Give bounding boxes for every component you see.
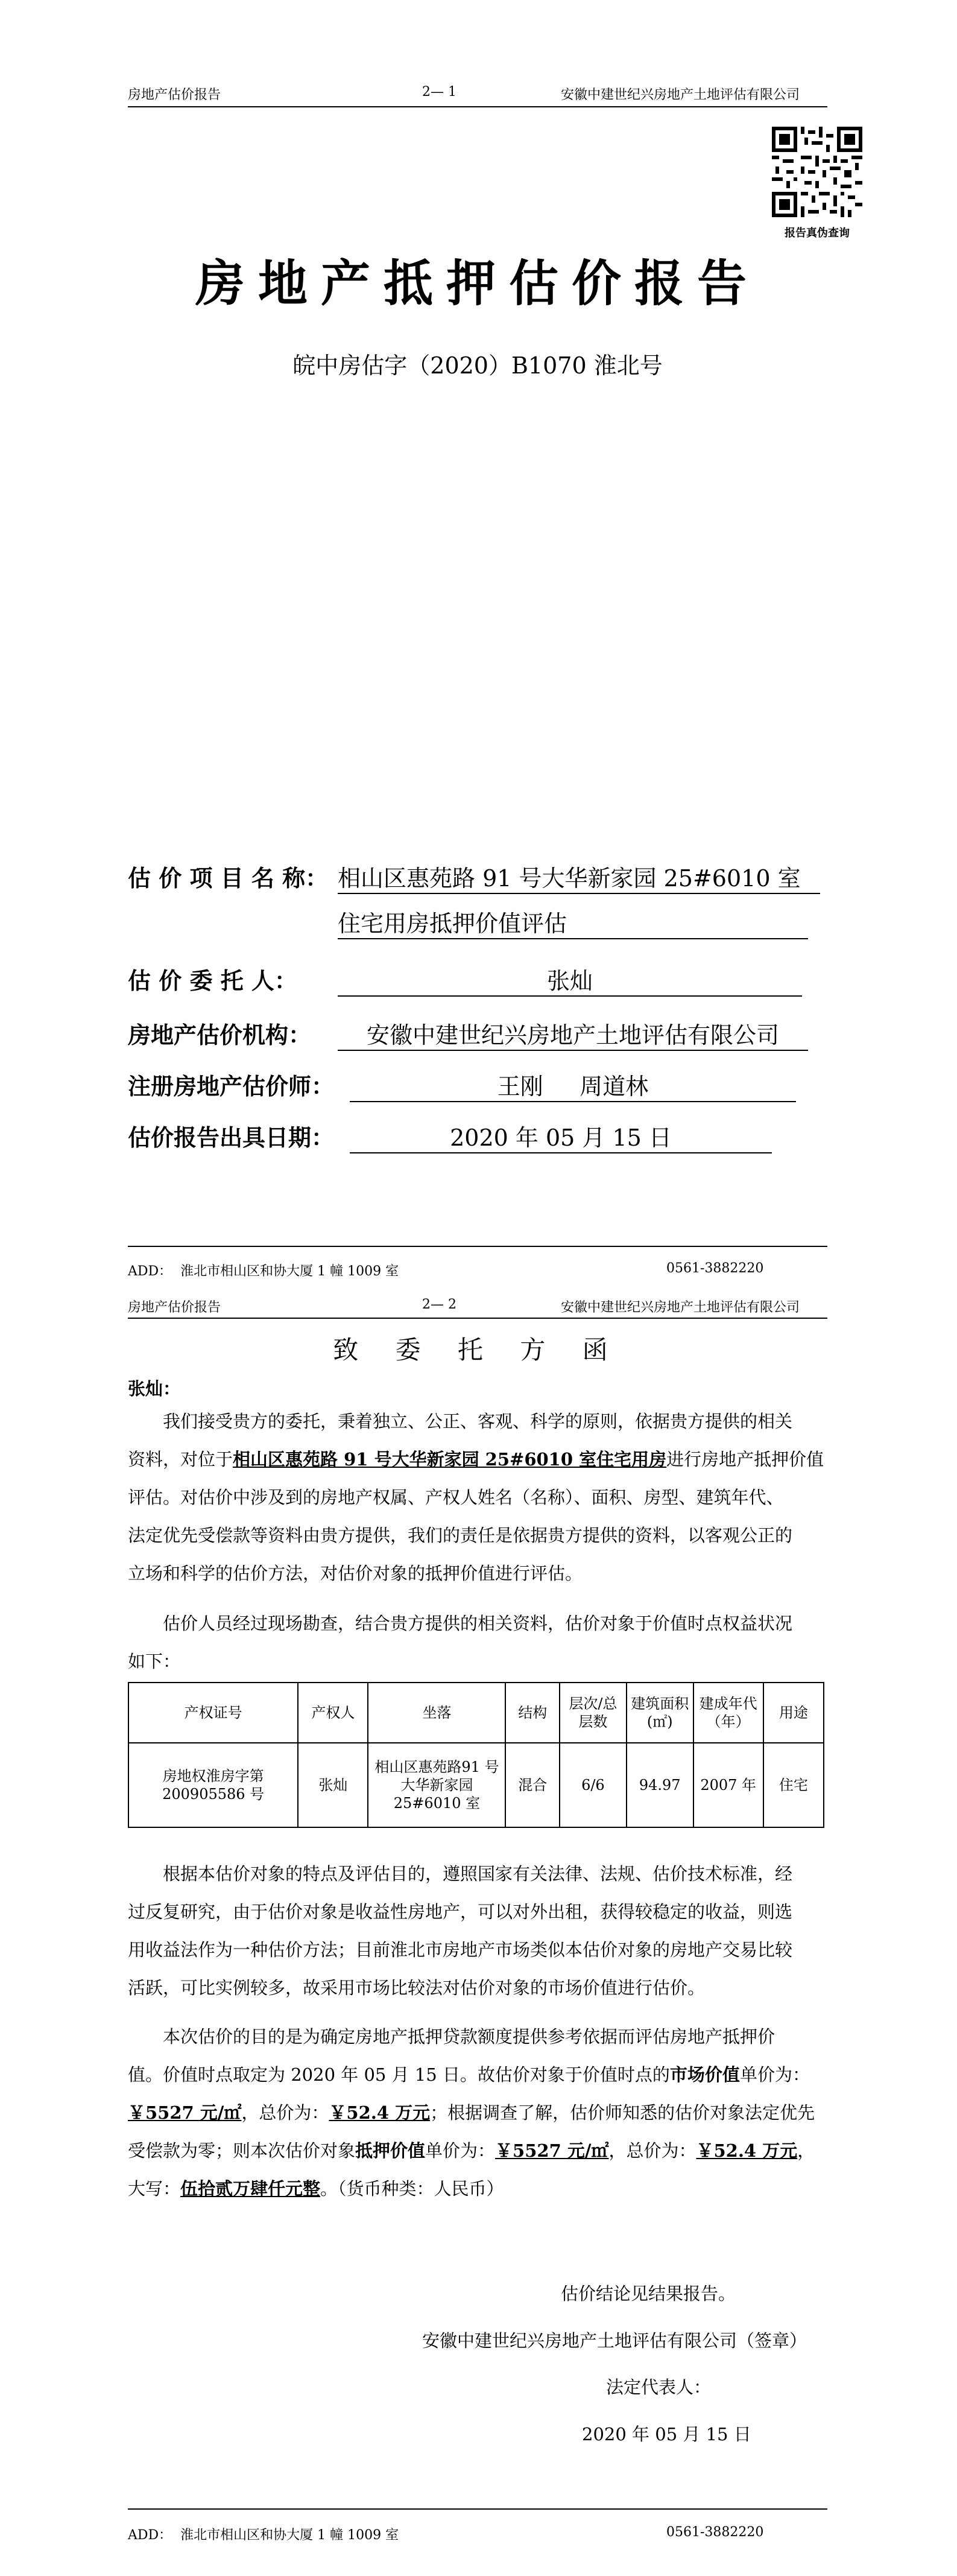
field-label-date: 估价报告出具日期： [128, 1124, 335, 1151]
table-cell: 混合 [505, 1743, 560, 1827]
paragraph-line: 用收益法作为一种估价方法；目前淮北市房地产市场类似本估价对象的房地产交易比较 [128, 1940, 793, 1960]
table-header: 结构 [505, 1683, 560, 1743]
property-table [128, 1682, 824, 1828]
table-header: 建成年代（年） [693, 1683, 763, 1743]
qr-code-icon[interactable] [772, 127, 862, 217]
field-value-project-line2: 住宅用房抵押价值评估 [338, 905, 808, 939]
text: 。（货币种类：人民币） [320, 2178, 504, 2199]
table-header: 坐落 [368, 1683, 505, 1743]
paragraph-line [128, 2094, 826, 2132]
paragraph-line: 评估。对估价中涉及到的房地产权属、产权人姓名（名称）、面积、房型、建筑年代、 [128, 1487, 784, 1508]
text: 单价为： [425, 2140, 496, 2161]
header-company: 安徽中建世纪兴房地产土地评估有限公司 [561, 87, 800, 103]
table-header: 产权人 [298, 1683, 368, 1743]
paragraph-line: 我们接受贵方的委托，秉着独立、公正、客观、科学的原则，依据贵方提供的相关 [163, 1411, 793, 1432]
mortgage-value-label: 抵押价值 [355, 2140, 426, 2161]
market-total-price: ￥52.4 万元 [329, 2102, 431, 2123]
table-header-row [128, 1683, 824, 1743]
paragraph-line: 估价人员经过现场勘查，结合贵方提供的相关资料，估价对象于价值时点权益状况 [163, 1613, 793, 1634]
footer-phone: 0561-3882220 [666, 2525, 764, 2540]
paragraph-line: 如下： [128, 1651, 181, 1672]
header-left: 房地产估价报告 [128, 1300, 221, 1315]
text: ；根据调查了解，估价师知悉的估价对象法定优先 [430, 2102, 815, 2123]
paragraph-line [128, 2170, 826, 2208]
property-address: 相山区惠苑路 91 号大华新家园 25#6010 室住宅用房 [233, 1449, 667, 1470]
field-label-appraisers: 注册房地产估价师： [128, 1073, 335, 1100]
table-header: 建筑面积(㎡) [627, 1683, 693, 1743]
report-title: 房地产抵押估价报告 [195, 255, 760, 312]
field-value-client: 张灿 [338, 962, 802, 997]
paragraph-line [128, 2132, 826, 2170]
text: ，总价为： [608, 2140, 696, 2161]
table-row [128, 1743, 824, 1827]
closing-date: 2020 年 05 月 15 日 [582, 2424, 751, 2444]
table-cell: 94.97 [627, 1743, 693, 1827]
header-rule [128, 1318, 827, 1319]
closing-company-seal: 安徽中建世纪兴房地产土地评估有限公司（签章） [422, 2330, 807, 2351]
amount-in-words: 伍拾贰万肆仟元整 [180, 2178, 321, 2199]
salutation: 张灿： [128, 1378, 181, 1399]
table-cell: 2007 年 [693, 1743, 763, 1827]
text: ，总价为： [241, 2102, 329, 2123]
header-page-number: 2— 2 [422, 1297, 456, 1312]
field-label-project: 估 价 项 目 名 称： [128, 864, 329, 892]
text: 资料，对位于 [128, 1449, 233, 1470]
table-cell: 相山区惠苑路91 号大华新家园 25#6010 室 [368, 1743, 505, 1827]
table-cell: 6/6 [560, 1743, 627, 1827]
letter-title: 致 委 托 方 函 [333, 1335, 622, 1365]
report-number: 皖中房估字（2020）B1070 淮北号 [292, 352, 663, 379]
mortgage-total-price: ￥52.4 万元 [696, 2140, 798, 2161]
mortgage-unit-price: ￥5527 元/㎡ [495, 2140, 609, 2161]
field-value-project: 相山区惠苑路 91 号大华新家园 25#6010 室 [338, 860, 820, 894]
footer-rule [128, 2508, 827, 2510]
market-unit-price: ￥5527 元/㎡ [128, 2102, 242, 2123]
paragraph-line: 立场和科学的估价方法，对估价对象的抵押价值进行评估。 [128, 1563, 583, 1584]
text: ， [797, 2140, 815, 2161]
text: 值。价值时点取定为 2020 年 05 月 15 日。故估价对象于价值时点的 [128, 2064, 670, 2085]
paragraph-line [128, 2056, 826, 2094]
field-value-agency: 安徽中建世纪兴房地产土地评估有限公司 [338, 1017, 808, 1051]
paragraph-line: 根据本估价对象的特点及评估目的，遵照国家有关法律、法规、估价技术标准，经 [163, 1864, 793, 1884]
header-company: 安徽中建世纪兴房地产土地评估有限公司 [561, 1300, 800, 1315]
header-left: 房地产估价报告 [128, 87, 221, 103]
field-label-client: 估 价 委 托 人： [128, 967, 297, 994]
footer-phone: 0561-3882220 [666, 1261, 764, 1276]
table-cell: 住宅 [763, 1743, 824, 1827]
qr-caption: 报告真伪查询 [785, 227, 850, 240]
paragraph-line: 活跃，可比实例较多，故采用市场比较法对估价对象的市场价值进行估价。 [128, 1978, 706, 1998]
field-label-agency: 房地产估价机构： [128, 1021, 312, 1048]
footer-rule [128, 1246, 827, 1247]
paragraph-line [128, 1441, 826, 1479]
header-rule [128, 106, 827, 107]
text: 单价为： [739, 2064, 810, 2085]
footer-address: ADD： 淮北市相山区和协大厦 1 幢 1009 室 [128, 2528, 399, 2543]
market-value-label: 市场价值 [669, 2064, 740, 2085]
table-header: 产权证号 [128, 1683, 298, 1743]
field-value-appraisers: 王刚 周道林 [350, 1068, 796, 1102]
text: 进行房地产抵押价值 [666, 1449, 824, 1470]
closing-legal-rep: 法定代表人： [606, 2377, 712, 2397]
table-header: 用途 [763, 1683, 824, 1743]
table-cell: 张灿 [298, 1743, 368, 1827]
paragraph-line: 本次估价的目的是为确定房地产抵押贷款额度提供参考依据而评估房地产抵押价 [163, 2026, 775, 2047]
text: 大写： [128, 2178, 181, 2199]
paragraph-line: 过反复研究，由于估价对象是收益性房地产，可以对外出租，获得较稳定的收益，则选 [128, 1902, 793, 1922]
field-value-date: 2020 年 05 月 15 日 [350, 1119, 772, 1153]
header-page-number: 2— 1 [422, 84, 456, 100]
closing-conclusion: 估价结论见结果报告。 [561, 2283, 736, 2304]
paragraph-line: 法定优先受偿款等资料由贵方提供，我们的责任是依据贵方提供的资料，以客观公正的 [128, 1525, 793, 1546]
footer-address: ADD： 淮北市相山区和协大厦 1 幢 1009 室 [128, 1264, 399, 1279]
table-header: 层次/总层数 [560, 1683, 627, 1743]
text: 受偿款为零；则本次估价对象 [128, 2140, 356, 2161]
table-cell: 房地权淮房字第200905586 号 [128, 1743, 298, 1827]
